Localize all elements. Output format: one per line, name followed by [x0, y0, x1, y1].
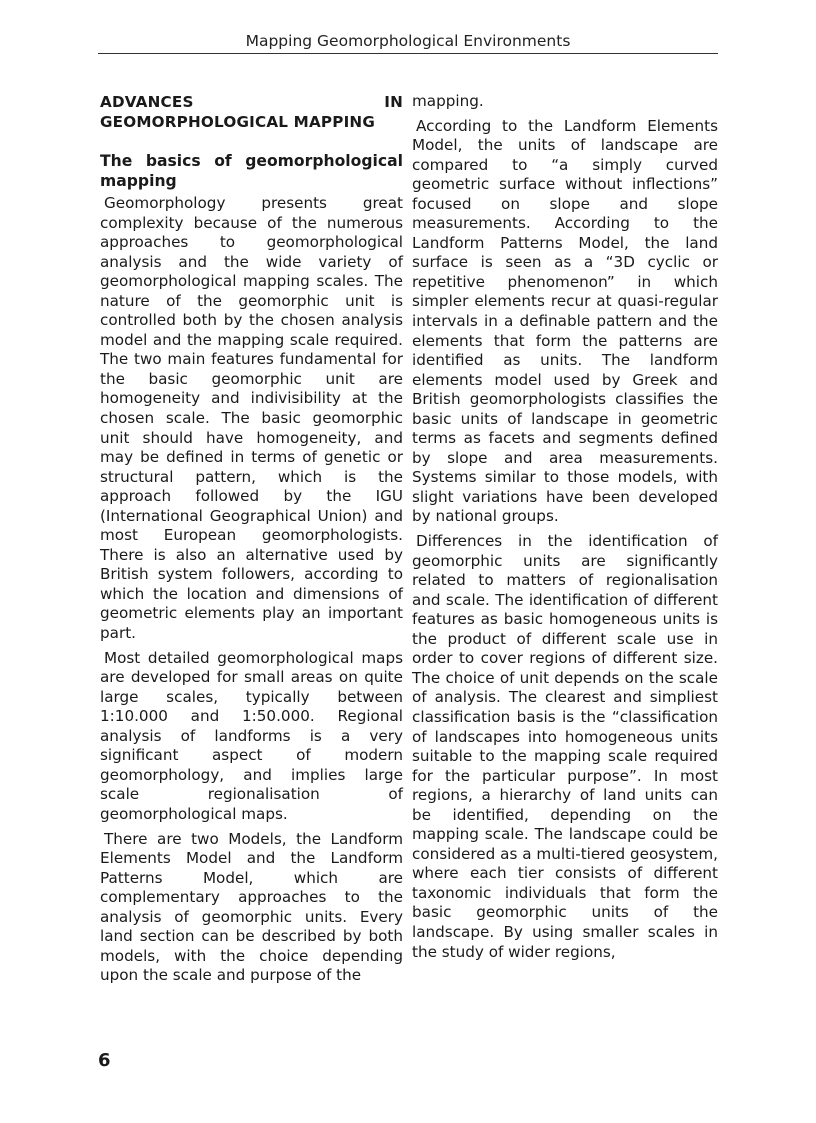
right-column [412, 92, 718, 967]
section-title: ADVANCES IN GEOMORPHOLOGICAL MAPPING [100, 93, 403, 131]
running-header: Mapping Geomorphological Environments [98, 32, 718, 54]
paragraph: Geomorphology presents great complexity because of the numerous approaches to geomorphological analysis and the wide variety of geomorphological mapping scales. The nature of the geomorphic unit is controlled both by the chosen analysis model and the mapping scale required. The two main features fundamental for the basic geomorphic unit are homogeneity and indivisibility at the chosen scale. The basic geomorphic unit should have homogeneity, and may be defined in terms of genetic or structural pattern, which is the approach followed by the IGU (International Geographical Union) and most European geomorphologists. There is also an alternative used by British system followers, according to which the location and dimensions of geometric elements play an important part. [100, 194, 403, 643]
paragraph: Differences in the identification of geomorphic units are significantly related to matters of regionalisation and scale. The identification of different features as basic homogeneous units is the product of different scale use in order to cover regions of different size. The choice of unit depends on the scale of analysis. The clearest and simpliest classification basis is the “classification of landscapes into homogeneous units suitable to the mapping scale required for the particular purpose”. In most regions, a hierarchy of land units can be identified, depending on the mapping scale. The landscape could be considered as a multi-tiered geosystem, where each tier consists of different taxonomic individuals that form the basic geomorphic units of the landscape. By using smaller scales in the study of wider regions, [412, 532, 718, 961]
left-column [100, 92, 403, 991]
subsection-title: The basics of geomorphological mapping [100, 152, 403, 190]
paragraph: According to the Landform Elements Model, the units of landscape are compared to “a simply curved geometric surface without inflections” focused on slope and slope measurements. According to the Landform Patterns Model, the land surface is seen as a “3D cyclic or repetitive phenomenon” in which simpler elements recur at quasi-regular intervals in a definable pattern and the elements that form the patterns are identified as units. The landform elements model used by Greek and British geomorphologists classifies the basic units of landscape in geometric terms as facets and segments defined by slope and area measurements. Systems similar to those models, with slight variations have been developed by national groups. [412, 116, 718, 526]
paragraph-continuation: mapping. [412, 92, 484, 110]
paragraph: Most detailed geomorphological maps are developed for small areas on quite large scales, typically between 1:10.000 and 1:50.000. Regional analysis of landforms is a very significant aspect of modern geomorphology, and implies large scale regionalisation of geomorphological maps. [100, 648, 403, 823]
paragraph: There are two Models, the Landform Elements Model and the Landform Patterns Model, which are complementary approaches to the analysis of geomorphic units. Every land section can be described by both models, with the choice depending upon the scale and purpose of the [100, 829, 403, 985]
page-number: 6 [98, 1050, 111, 1071]
